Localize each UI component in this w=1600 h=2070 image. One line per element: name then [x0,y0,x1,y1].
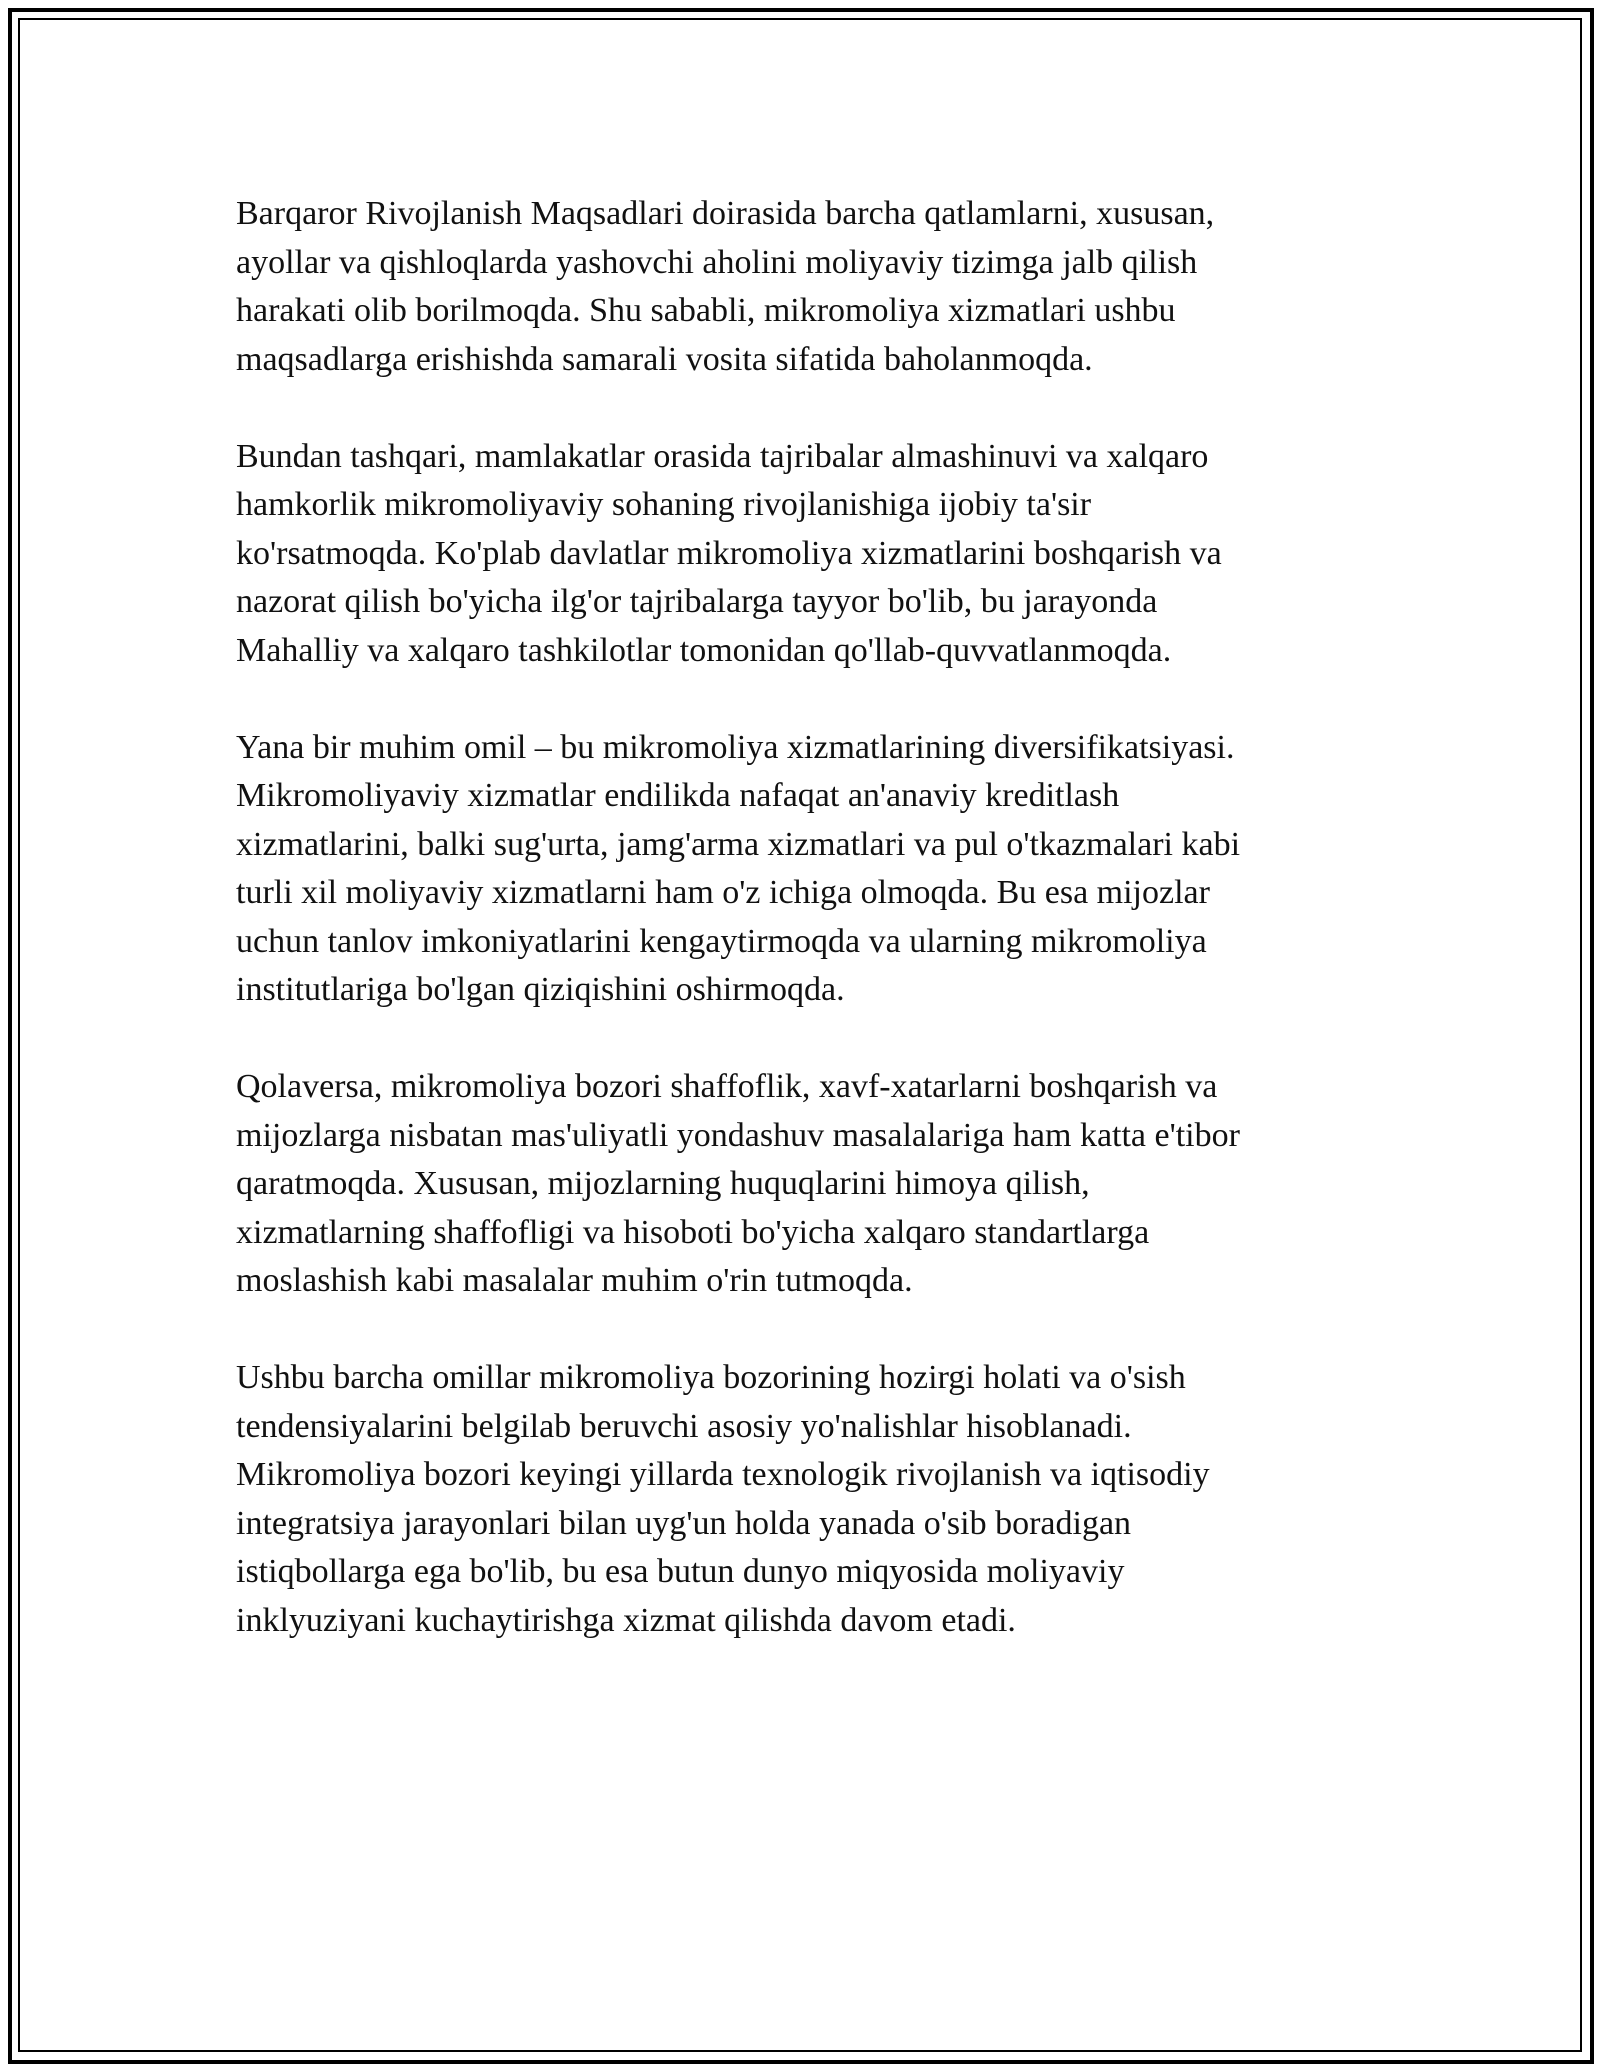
text-line: xizmatlarning shaffofligi va hisoboti bo'yicha xalqaro standartlarga [236,1213,1150,1251]
text-line: hamkorlik mikromoliyaviy sohaning rivojlanishiga ijobiy ta'sir [236,486,1092,523]
text-line: tendensiyalarini belgilab beruvchi asosiy yo'nalishlar hisoblanadi. [236,1407,1132,1445]
text-line: harakati olib borilmoqda. Shu sababli, mikromoliya xizmatlari ushbu [236,292,1176,329]
text-line: Barqaror Rivojlanish Maqsadlari doirasida barcha qatlamlarni, xususan, [236,195,1215,232]
text-line: ko'rsatmoqda. Ko'plab davlatlar mikromoliya xizmatlarini boshqarish va [236,534,1222,572]
text-line: Bundan tashqari, mamlakatlar orasida tajribalar almashinuvi va xalqaro [236,437,1209,475]
text-line: Mahalliy va xalqaro tashkilotlar tomonidan qo'llab-quvvatlanmoqda. [236,631,1172,669]
text-line: mijozlarga nisbatan mas'uliyatli yondashuv masalalariga ham katta e'tibor [236,1116,1240,1154]
text-line: istiqbollarga ega bo'lib, bu esa butun dunyo miqyosida moliyaviy [236,1553,1125,1590]
text-line: Ushbu barcha omillar mikromoliya bozorining hozirgi holati va o'sish [236,1359,1186,1396]
paragraph-1 [236,190,1396,384]
document-body [236,190,1396,1694]
text-line: Qolaversa, mikromoliya bozori shaffoflik, xavf-xatarlarni boshqarish va [236,1068,1218,1105]
text-line: Mikromoliyaviy xizmatlar endilikda nafaqat an'anaviy kreditlash [236,777,1120,814]
text-line: turli xil moliyaviy xizmatlarni ham o'z ichiga olmoqda. Bu esa mijozlar [236,874,1210,911]
text-line: moslashish kabi masalalar muhim o'rin tutmoqda. [236,1262,913,1299]
text-line: uchun tanlov imkoniyatlarini kengaytirmoqda va ularning mikromoliya [236,922,1207,960]
text-line: ayollar va qishloqlarda yashovchi aholini moliyaviy tizimga jalb qilish [236,243,1198,281]
text-line: Mikromoliya bozori keyingi yillarda texnologik rivojlanish va iqtisodiy [236,1456,1210,1493]
paragraph-4 [236,1063,1396,1306]
paragraph-3 [236,724,1396,1015]
text-line: qaratmoqda. Xususan, mijozlarning huquqlarini himoya qilish, [236,1165,1090,1202]
paragraph-5 [236,1354,1396,1645]
text-line: xizmatlarini, balki sug'urta, jamg'arma xizmatlari va pul o'tkazmalari kabi [236,825,1241,863]
paragraph-2 [236,433,1396,676]
text-line: inklyuziyani kuchaytirishga xizmat qilishda davom etadi. [236,1601,1016,1639]
text-line: maqsadlarga erishishda samarali vosita sifatida baholanmoqda. [236,340,1093,378]
text-line: integratsiya jarayonlari bilan uyg'un holda yanada o'sib boradigan [236,1504,1132,1542]
text-line: nazorat qilish bo'yicha ilg'or tajribalarga tayyor bo'lib, bu jarayonda [236,583,1158,620]
text-line: institutlariga bo'lgan qiziqishini oshirmoqda. [236,971,845,1008]
text-line: Yana bir muhim omil – bu mikromoliya xizmatlarining diversifikatsiyasi. [236,728,1235,766]
